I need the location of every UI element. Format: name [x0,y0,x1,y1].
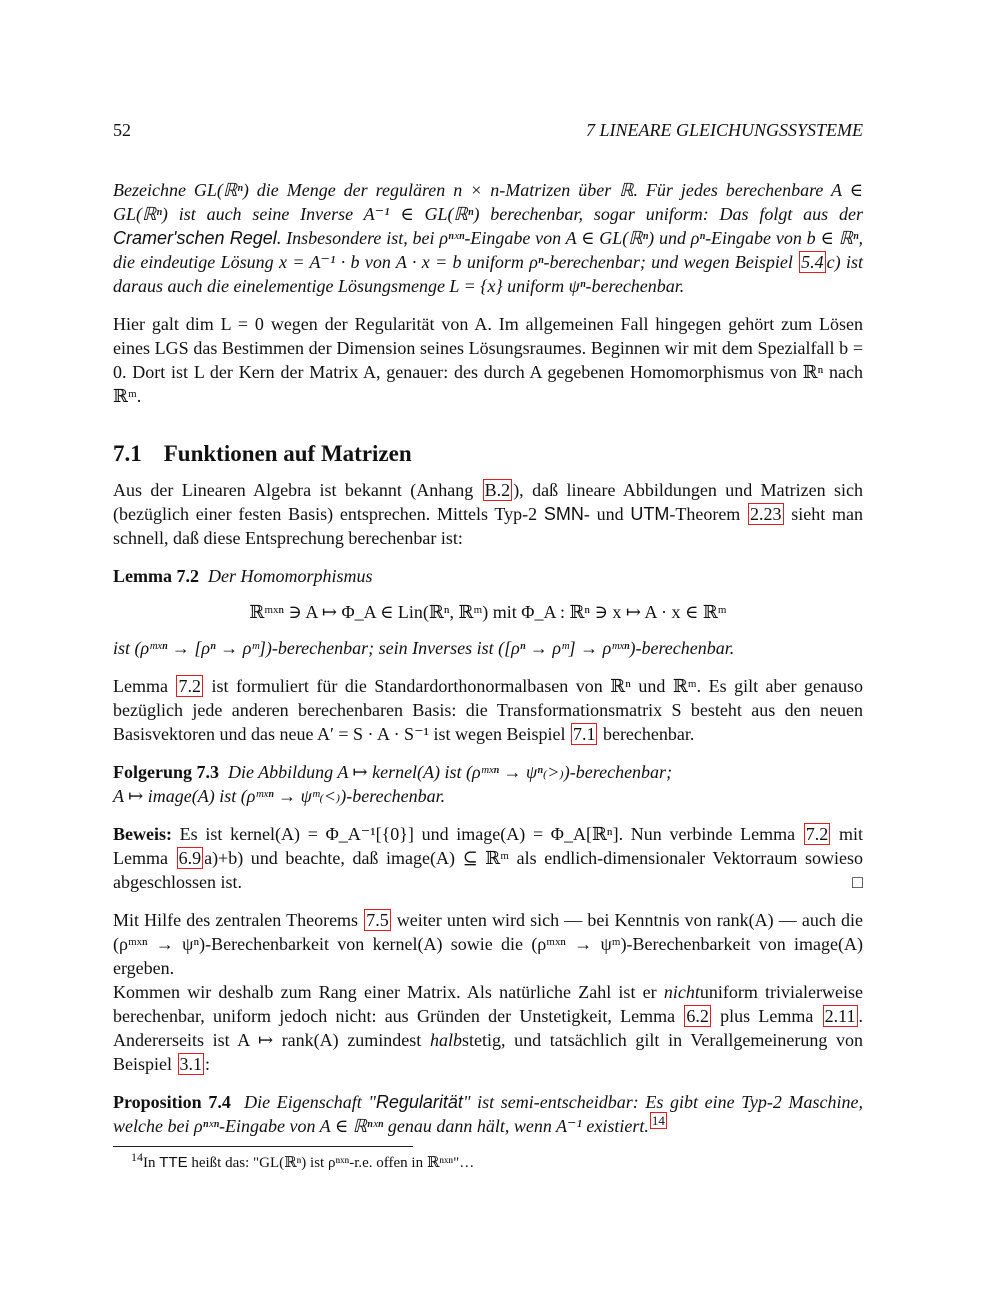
footnote-text-1: In [143,1155,160,1171]
beweis-text-3: a)+b) und beachte, daß image(A) ⊆ ℝᵐ als endlich-dimensionaler Vektorraum sowieso abgeschlossen ist. [113,848,863,892]
proposition-text-1: Die Eigenschaft " [244,1092,376,1112]
section-intro-text-1: Aus der Linearen Algebra ist bekannt (Anhang [113,480,482,500]
running-header [113,118,863,142]
ref-theorem-7-5[interactable]: 7.5 [366,910,389,930]
section-intro-text-5: sieht man schnell, daß diese Entsprechung berechenbar ist: [113,504,863,548]
ref-beispiel-5-4[interactable]: 5.4 [801,252,824,272]
proposition-7-4 [113,1090,863,1138]
utm-label: UTM [630,504,670,524]
cramer-rule: Cramer'schen Regel [113,228,277,248]
proposition-label: Proposition 7.4 [113,1092,231,1112]
nicht-emphasis: nicht [663,982,700,1002]
halb-emphasis: halb [429,1030,462,1050]
ref-anhang-b-2[interactable]: B.2 [484,480,511,500]
beweis-text-2: mit Lemma [113,824,863,868]
intro-text-2: . Insbesondere ist, bei ρⁿˣⁿ-Eingabe von A ∈ GL(ℝⁿ) und ρⁿ-Eingabe von b ∈ ℝⁿ, die eindeutige Lösung x = A⁻¹ · b von A · x = b uniform ρⁿ-berechenbar; und wegen Beispiel [113,228,863,272]
lemma-7-2 [113,564,863,660]
section-intro-paragraph [113,478,863,550]
lemma-formula: ℝᵐˣⁿ ∋ A ↦ Φ_A ∈ Lin(ℝⁿ, ℝᵐ) mit Φ_A : ℝⁿ ∋ x ↦ A · x ∈ ℝᵐ [249,602,727,622]
lemma-conclusion: ist (ρᵐˣⁿ → [ρⁿ → ρᵐ])-berechenbar; sein Inverses ist ([ρⁿ → ρᵐ] → ρᵐˣⁿ)-berechenbar. [113,638,735,658]
discussion-text-8: : [205,1054,211,1074]
section-title: Funktionen auf Matrizen [163,441,412,466]
ref-lemma-6-9[interactable]: 6.9 [178,848,202,868]
discussion-text-7: stetig, und tatsächlich gilt in Verallgemeinerung von Beispiel [113,1030,863,1074]
section-heading [113,442,863,466]
beweis-label: Beweis: [113,824,172,844]
discussion-text-6: . Andererseits ist A ↦ rank(A) zumindest [113,1006,863,1050]
intro-text-3: c) ist daraus auch die einelementige Lösungsmenge L = {x} uniform ψⁿ-berechenbar. [113,252,864,296]
after-lemma-text-3: berechenbar. [598,724,695,744]
beweis-paragraph [113,822,863,894]
ref-lemma-2-11[interactable]: 2.11 [824,1006,856,1026]
ref-beispiel-7-1[interactable]: 7.1 [572,724,596,744]
footnote-text-2: heißt das: "GL(ℝⁿ) ist ρⁿˣⁿ-r.e. offen in ℝⁿˣⁿ"… [187,1155,475,1171]
folgerung-line-2: A ↦ image(A) ist (ρᵐˣⁿ → ψᵐ₍<₎)-berechenbar. [113,786,446,806]
regularitaet: Regularität [375,1092,463,1112]
footnote-mark: 14 [131,1150,143,1164]
footnote-14 [131,1151,863,1175]
discussion-text-3: Kommen wir deshalb zum Rang einer Matrix. Als natürliche Zahl ist er [113,982,664,1002]
beweis-text-1: Es ist kernel(A) = Φ_A⁻¹[{0}] und image(A) = Φ_A[ℝⁿ]. Nun verbinde Lemma [171,824,803,844]
section-intro-text-4: -Theorem [669,504,748,524]
section-number: 7.1 [113,441,142,466]
discussion-text-1: Mit Hilfe des zentralen Theorems [113,910,364,930]
lemma-label: Lemma 7.2 [113,566,199,586]
section-intro-text-2: ), daß lineare Abbildungen und Matrizen sich (bezüglich einer festen Basis) entsprechen. Mittels Typ-2 [113,480,863,524]
discussion-text-4: uniform trivialerweise berechenbar, uniform jedoch nicht: aus Gründen der Unstetigkeit, Lemma [113,982,863,1026]
smn-label: SMN [543,504,584,524]
discussion-text-5: plus Lemma [711,1006,822,1026]
section-intro-text-3: - und [583,504,631,524]
after-lemma-paragraph [113,674,863,746]
paper-page [113,118,863,1175]
chapter-title: 7 LINEARE GLEICHUNGSSYSTEME [585,120,863,140]
footnote-rule [113,1146,413,1147]
ref-beispiel-3-1[interactable]: 3.1 [179,1054,202,1074]
ref-lemma-7-2[interactable]: 7.2 [178,676,201,696]
intro-paragraph-2: Hier galt dim L = 0 wegen der Regularität von A. Im allgemeinen Fall hingegen gehört zum Lösen eines LGS das Bestimmen der Dimension seines Lösungsraumes. Beginnen wir mit dem Spezialfall b = 0. Dort ist L der Kern der Matrix A, genauer: des durch A gegebenen Homomorphismus von ℝⁿ nach ℝᵐ. [113,314,863,406]
intro-text-1: Bezeichne GL(ℝⁿ) die Menge der regulären n × n-Matrizen über ℝ. Für jedes berechenbare A ∈ GL(ℝⁿ) ist auch seine Inverse A⁻¹ ∈ GL(ℝⁿ) berechenbar, sogar uniform: Das folgt aus der [113,180,863,224]
after-lemma-text-1: Lemma [113,676,176,696]
discussion-text-2: weiter unten wird sich — bei Kenntnis von rank(A) — auch die (ρᵐˣⁿ → ψⁿ)-Berechenbarkeit von kernel(A) sowie die (ρᵐˣⁿ → ψᵐ)-Berechenbarkeit von image(A) ergeben. [113,910,863,978]
folgerung-7-3 [113,760,863,808]
discussion-block [113,908,863,1076]
discussion-paragraph-2 [113,980,863,1076]
folgerung-line-1: Die Abbildung A ↦ kernel(A) ist (ρᵐˣⁿ → ψⁿ₍>₎)-berechenbar; [228,762,673,782]
footnote-ref-14[interactable]: 14 [651,1113,665,1128]
after-lemma-text-2: ist formuliert für die Standardorthonormalbasen von ℝⁿ und ℝᵐ. Es gilt aber genauso bezüglich jede anderen berechenbaren Basis: die Transformationsmatrix S besteht aus den neuen Basisvektoren und das neue A′ = S · A · S⁻¹ ist wegen Beispiel [113,676,863,744]
proposition-text-2: " ist semi-entscheidbar: Es gibt eine Typ-2 Maschine, welche bei ρⁿˣⁿ-Eingabe von A ∈ ℝⁿˣⁿ genau dann hält, wenn A⁻¹ existiert. [113,1092,864,1136]
ref-lemma-7-2-proof[interactable]: 7.2 [805,824,829,844]
tte-label: TTE [159,1154,188,1171]
discussion-paragraph-1 [113,908,863,980]
ref-theorem-2-23[interactable]: 2.23 [750,504,782,524]
lemma-statement: Der Homomorphismus [207,566,373,586]
folgerung-label: Folgerung 7.3 [113,762,219,782]
page-number: 52 [113,120,131,140]
intro-paragraph-1 [113,178,863,298]
ref-lemma-6-2[interactable]: 6.2 [686,1006,709,1026]
qed-symbol: □ [852,872,863,892]
